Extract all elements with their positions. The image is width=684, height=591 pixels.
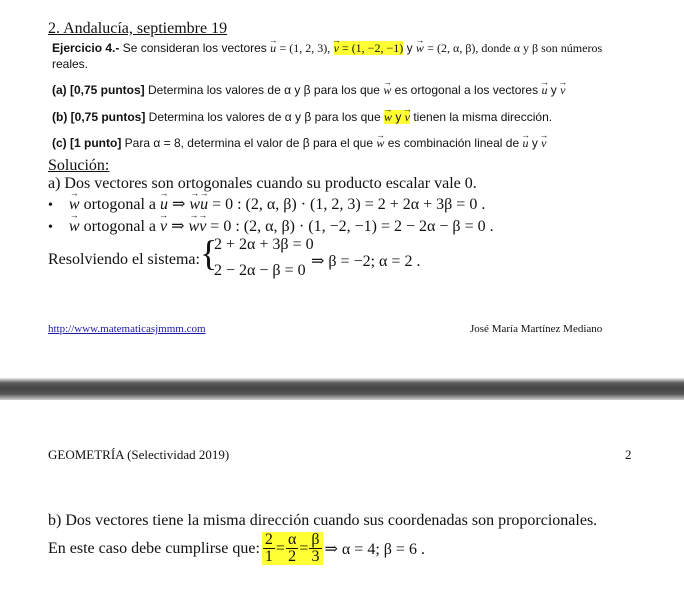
- system-label: Resolviendo el sistema:: [48, 251, 200, 268]
- w-and-v-highlight: → w y → v: [384, 110, 410, 124]
- solution-b-result: ⇒ α = 4; β = 6 .: [324, 540, 425, 558]
- part-b-statement: (b) [0,75 puntos] Determina los valores de α y β para los que → w y → v tienen la misma dirección.: [52, 109, 552, 125]
- proportion-highlight: $\frac{2}{1}$ = $\frac{\alpha}{2}$ = $\frac{\beta}{3}$: [262, 532, 323, 565]
- fraction-2-over-1: $\frac{2}{1}$: [264, 531, 273, 565]
- solution-a-intro: a) Dos vectores son ortogonales cuando su producto escalar vale 0.: [48, 175, 477, 192]
- website-link[interactable]: http://www.matematicasjmmm.com: [48, 323, 206, 335]
- solution-b-intro: b) Dos vectores tiene la misma dirección cuando sus coordenadas son proporcionales.: [48, 512, 598, 529]
- exercise-statement: Ejercicio 4.- Se consideran los vectores → u = (1, 2, 3), → v = (1, −2, −1) y → w = (2, α, β), donde α y β son números: [52, 40, 602, 56]
- bullet-icon: •: [48, 220, 53, 235]
- solution-bullet-1: • → w ortogonal a → u ⇒ → w→ u = 0 : (2, α, β) · (1, 2, 3) = 2 + 2α + 3β = 0 .: [48, 194, 485, 214]
- exercise-statement-cont: reales.: [52, 57, 89, 71]
- system-eq-2: 2 − 2α − β = 0: [214, 262, 306, 279]
- fraction-alpha-over-2: $\frac{\alpha}{2}$: [287, 531, 297, 565]
- page-number: 2: [625, 447, 632, 462]
- part-c-statement: (c) [1 punto] Para α = 8, determina el valor de β para el que → w es combinación lineal de → u y → v: [52, 135, 546, 151]
- v-definition-highlight: → v = (1, −2, −1): [334, 41, 404, 55]
- page-header: GEOMETRÍA (Selectividad 2019): [48, 447, 230, 462]
- system-result: ⇒ β = −2; α = 2 .: [311, 253, 421, 270]
- page-separator: [0, 378, 684, 400]
- solution-heading: Solución:: [48, 157, 110, 174]
- solution-bullet-2: • → w ortogonal a → v ⇒ → w→ v = 0 : (2, α, β) · (1, −2, −1) = 2 − 2α − β = 0 .: [48, 216, 494, 236]
- exercise-label: Ejercicio 4.-: [52, 41, 120, 55]
- fraction-beta-over-3: $\frac{\beta}{3}$: [311, 531, 320, 565]
- system-brace: {: [200, 233, 218, 273]
- part-a-statement: (a) [0,75 puntos] Determina los valores de α y β para los que → w es ortogonal a los vectores → u y → v: [52, 82, 565, 98]
- section-title: 2. Andalucía, septiembre 19: [48, 20, 228, 37]
- bullet-icon: •: [48, 198, 53, 213]
- solution-b-condition: En este caso debe cumplirse que: $\frac{2}{1}$ = $\frac{\alpha}{2}$ = $\frac{\beta}{3}$ ⇒ α = 4; β = 6 .: [48, 531, 425, 565]
- system-eq-1: 2 + 2α + 3β = 0: [214, 236, 314, 253]
- author-name: José María Martínez Mediano: [470, 323, 603, 335]
